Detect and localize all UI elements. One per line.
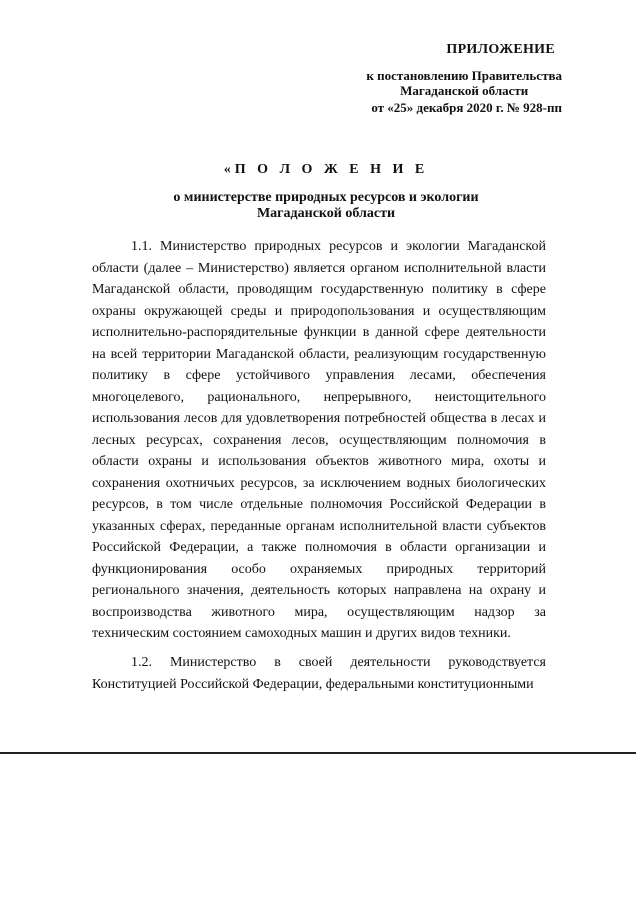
subtitle-line: о министерстве природных ресурсов и экологии (173, 190, 479, 205)
page-divider (0, 752, 636, 754)
document-subtitle (0, 190, 640, 222)
appendix-date: от «25» декабря 2020 г. № 928-пп (371, 100, 562, 115)
subtitle-line: Магаданской области (256, 206, 396, 221)
document-title: «П О Л О Ж Е Н И Е (223, 162, 429, 177)
appendix-title: ПРИЛОЖЕНИЕ (446, 42, 555, 57)
paragraph-1-2: 1.2. Министерство в своей деятельности руководствуется Конституцией Российской Федерации, федеральными конституционными (92, 655, 546, 692)
appendix-ref-line: к постановлению Правительства (366, 68, 562, 83)
appendix-reference (366, 68, 562, 98)
appendix-ref-line: Магаданской области (400, 83, 529, 98)
paragraph-1-1: 1.1. Министерство природных ресурсов и экологии Магаданской области (далее – Министерство) является органом исполнительной власти Магаданской области, проводящим государственную политику в сфере охраны окружающей среды и природопользования и осуществляющим исполнительно-распорядительные функции в данной сфере деятельности на всей территории Магаданской области, реализующим государственную политику в сфере устойчивого управления лесами, обеспечения многоцелевого, рационального, непрерывного, неистощительного использования лесов для удовлетворения потребностей общества в лесах и лесных ресурсах, сохранения лесов, осуществляющим полномочия в области охраны и использования объектов животного мира, охоты и сохранения охотничьих ресурсов, за исключением водных биологических ресурсов, в том числе отдельные полномочия Российской Федерации в указанных сферах, переданные органам исполнительной власти субъектов Российской Федерации, а также полномочия в области организации и функционирования особо охраняемых природных территорий регионального значения, деятельность которых направлена на охрану и воспроизводства животного мира, осуществляющим надзор за техническим состоянием самоходных машин и других видов техники. (92, 239, 546, 641)
